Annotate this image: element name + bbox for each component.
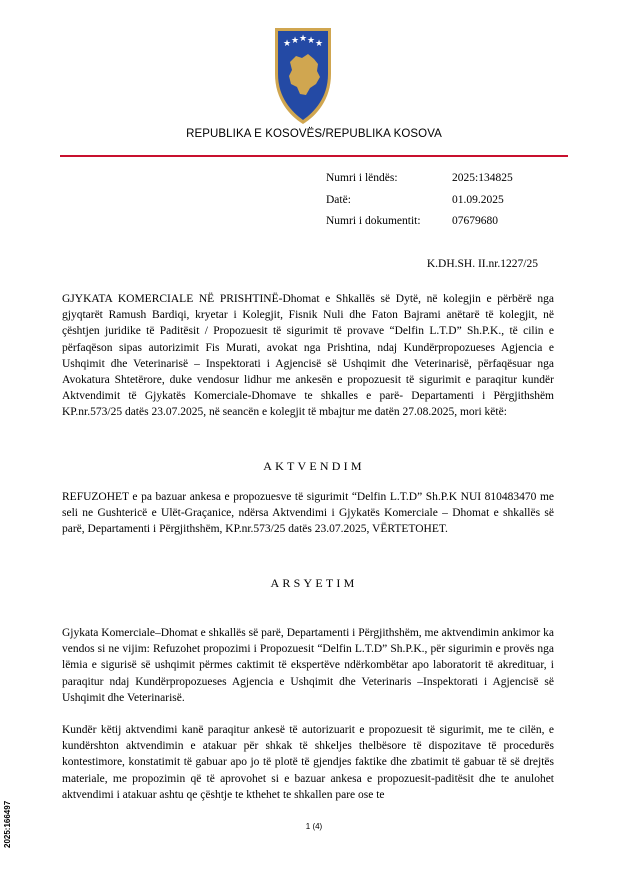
meta-label: Datë: — [326, 193, 351, 206]
reasoning-paragraph-1: Gjykata Komerciale–Dhomat e shkallës së parë, Departamenti i Përgjithshëm, me aktvendimin ankimor ka vendos si ne vijim: Refuzohet propozimi i Propozuesit “Delfin L.T.D” Sh.P.K., për sigurimin e provës nga lëmia e sigurisë së ushqimit përmes caktimit të ekspertëve ndërkombëtar apo laboratorit të akredituar, i paraqitur ndaj Kundërpropozueses Agjencia e Ushqimit dhe Veterinaris –Inspektorati i Agjencisë së Ushqimit dhe Veterinarisë. — [62, 627, 554, 704]
reasoning-heading: ARSYETIM — [270, 576, 358, 590]
svg-text:★: ★ — [315, 38, 324, 48]
meta-label: Numri i lëndës: — [326, 172, 398, 184]
case-metadata — [326, 172, 513, 237]
meta-value: 2025:134825 — [452, 172, 513, 184]
intro-paragraph: GJYKATA KOMERCIALE NË PRISHTINË-Dhomat e Shkallës së Dytë, në kolegjin e përbërë nga gjyqtarët Ramush Bardiqi, kryetar i Kolegjit, Fisnik Nuli dhe Faton Bajrami anëtarë të kolegjit, në çështjen juridike të Paditësit / Propozuesit të sigurimit të provave “Delfin L.T.D” Sh.P.K., të cilin e përfaqëson sipas autorizimit Fis Murati, avokat nga Prishtina, ndaj Kundërpropozueses Agjencia e Ushqimit dhe Veterinarisë – Inspektorati i Agjencisë së Ushqimit dhe Veterinarisë, përfaqësuar nga Avokatura Shtetërore, duke vendosur lidhur me ankesën e propozuesit të sigurimit e paraqitur kundër Aktvendimit të Gjykatës Komerciale-Dhomave te shkalles e parë- Departamenti i Përgjithshëm KP.nr.573/25 datës 23.07.2025, në seancën e kolegjit të mbajtur me datën 27.08.2025, mori këtë: — [62, 293, 554, 419]
meta-row-document-number — [326, 215, 513, 237]
meta-row-case-number — [326, 172, 513, 194]
svg-text:★: ★ — [299, 33, 308, 43]
page-number: 1 (4) — [305, 822, 323, 831]
svg-text:★: ★ — [291, 35, 300, 45]
svg-text:★: ★ — [283, 38, 292, 48]
svg-text:★: ★ — [307, 35, 316, 45]
case-reference: K.DH.SH. II.nr.1227/25 — [426, 258, 538, 270]
reasoning-paragraph-2: Kundër këtij aktvendimi kanë paraqitur ankesë të autorizuarit e propozuesit të sigurimit, me te cilën, e kundërshton aktvendimin e atakuar për shkak të shkeljes thelbësore të dispozitave të procedurës kontestimore, konstatimit të gabuar apo jo të plotë të gjendjes faktike dhe zbatimit të gabuar të së drejtës materiale, me propozimin që të aprovohet si e bazuar ankesa e propozuesit-paditësit dhe te anulohet aktvendimi i atakuar ashtu qe çështje te kthehet te shkallen pare ose te — [62, 724, 554, 801]
country-header: REPUBLIKA E KOSOVËS/REPUBLIKA KOSOVA — [186, 128, 442, 140]
meta-value: 07679680 — [452, 215, 498, 227]
meta-value: 01.09.2025 — [452, 193, 504, 206]
decision-heading: AKTVENDIM — [263, 459, 365, 473]
coat-of-arms-emblem — [272, 24, 334, 126]
header-divider — [60, 155, 568, 157]
decision-paragraph: REFUZOHET e pa bazuar ankesa e propozuesve të sigurimit “Delfin L.T.D” Sh.P.K NUI 810483470 me seli ne Gushtericë e Ulët-Graçanice, ndërsa Aktvendimi i Gjykatës Komerciale – Dhomat e shkallës së parë, Departamenti i Përgjithshëm, KP.nr.573/25 datës 23.07.2025, VËRTETOHET. — [62, 491, 554, 536]
meta-label: Numri i dokumentit: — [326, 215, 421, 227]
side-stamp: 2025:166497 — [3, 800, 12, 848]
meta-row-date — [326, 194, 513, 216]
